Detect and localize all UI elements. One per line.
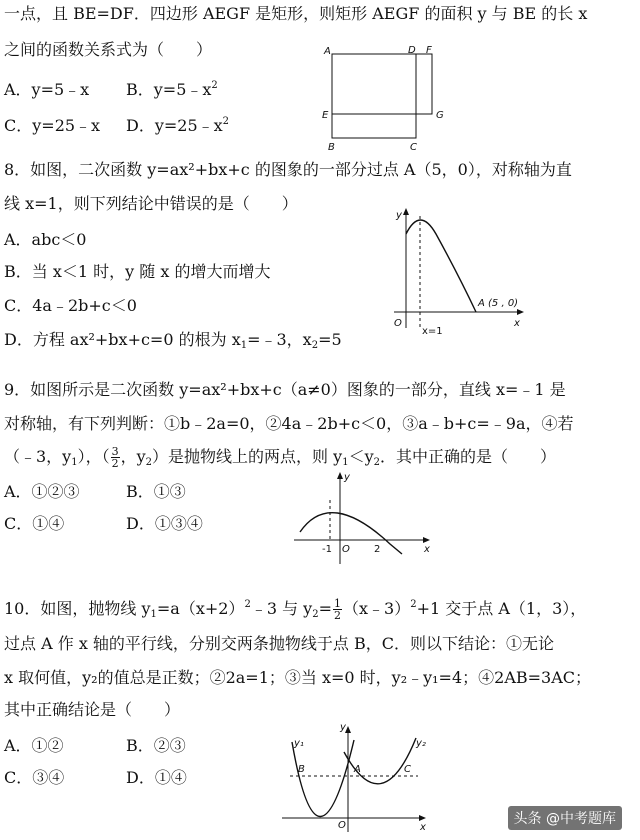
q10-option-d: D．①④ bbox=[126, 768, 187, 787]
q7-label-b: B bbox=[328, 142, 335, 153]
q7-option-c: C．y=25﹣x bbox=[4, 116, 101, 135]
q10-point-b-label: B bbox=[298, 764, 305, 775]
q10-y2-label: y₂ bbox=[416, 738, 426, 749]
q7-line-2: 之间的函数关系式为（ ） bbox=[4, 40, 213, 59]
q9-line-1: 9．如图所示是二次函数 y=ax²+bx+c（a≠0）图象的一部分，直线 x=﹣1 是 bbox=[4, 380, 566, 399]
q9-axis-x-label: x bbox=[424, 544, 430, 555]
q8-origin-label: O bbox=[394, 318, 402, 329]
q8-option-d: D．方程 ax²+bx+c=0 的根为 $x_1=﹣3$，$x_2=5$ bbox=[4, 330, 342, 351]
q10-option-c: C．③④ bbox=[4, 768, 65, 787]
q7-label-c: C bbox=[410, 142, 417, 153]
q9-fraction: $\frac{3}{2}$ bbox=[111, 445, 119, 470]
q8-point-a-label: A (5 , 0) bbox=[478, 298, 519, 309]
q10-axis-y-label: y bbox=[340, 722, 346, 733]
watermark: 头条 @中考题库 bbox=[508, 806, 622, 830]
q7-option-b: B．$y=5﹣x^2$ bbox=[126, 80, 218, 99]
q10-option-a: A．①② bbox=[4, 736, 64, 755]
q10-line-1: 10．如图，抛物线 $y_1=a(x+2)^2﹣3$ 与 $y_2=$ $\frac{1}{2}$ （x﹣3）$^2$+1 交于点 A（1，3）， bbox=[4, 597, 587, 622]
q8-axis-y-label: y bbox=[396, 210, 402, 221]
q9-two-label: 2 bbox=[374, 544, 381, 555]
q7-label-e: E bbox=[322, 110, 329, 121]
q10-point-a-label: A bbox=[354, 764, 361, 775]
q8-line-2: 线 x=1，则下列结论中错误的是（ ） bbox=[4, 194, 298, 213]
q9-option-d: D．①③④ bbox=[126, 514, 203, 533]
q8-line-1: 8．如图，二次函数 y=ax²+bx+c 的图象的一部分过点 A（5，0），对称轴为直 bbox=[4, 160, 572, 179]
q9-axis-y-label: y bbox=[344, 472, 350, 483]
q7-label-g: G bbox=[436, 110, 444, 121]
q9-option-c: C．①④ bbox=[4, 514, 65, 533]
q9-origin-label: O bbox=[342, 544, 350, 555]
q7-label-a: A bbox=[324, 46, 331, 57]
q7-label-d: D bbox=[408, 45, 416, 56]
q10-point-c-label: C bbox=[404, 764, 411, 775]
q7-option-d: D．$y=25﹣x^2$ bbox=[126, 116, 230, 135]
q9-line-3: （﹣3，$y_1$），（ $\frac{3}{2}$ ，$y_2$）是抛物线上的两点，则 $y_1<y_2$．其中正确的是（ ） bbox=[4, 445, 556, 470]
q10-y1-label: y₁ bbox=[294, 738, 304, 749]
q7-label-f: F bbox=[426, 45, 432, 56]
q10-fraction: $\frac{1}{2}$ bbox=[334, 597, 341, 622]
q8-axis-x-label: x bbox=[514, 318, 520, 329]
q10-line-2: 过点 A 作 x 轴的平行线，分别交两条抛物线于点 B，C．则以下结论：①无论 bbox=[4, 634, 555, 653]
q8-option-b: B．当 x＜1 时，y 随 x 的增大而增大 bbox=[4, 262, 271, 281]
q10-line-3: x 取何值，y₂的值总是正数；②2a=1；③当 x=0 时，y₂﹣y₁=4；④2AB=3AC； bbox=[4, 668, 592, 687]
q8-parabola-figure bbox=[380, 204, 530, 344]
q10-axis-x-label: x bbox=[420, 822, 426, 833]
q9-option-a: A．①②③ bbox=[4, 482, 80, 501]
q7-line-1: 一点，且 BE=DF．四边形 AEGF 是矩形，则矩形 AEGF 的面积 y 与 BE 的长 x bbox=[4, 4, 588, 23]
q10-line-4: 其中正确结论是（ ） bbox=[4, 700, 181, 719]
q10-two-parabolas-figure bbox=[278, 722, 438, 834]
q9-line-2: 对称轴，有下列判断：①b﹣2a=0，②4a﹣2b+c＜0，③a﹣b+c=﹣9a，④若 bbox=[4, 414, 574, 433]
q9-parabola-figure bbox=[290, 470, 440, 570]
q8-option-a: A．abc＜0 bbox=[4, 230, 87, 249]
q10-option-b: B．②③ bbox=[126, 736, 186, 755]
q7-option-a: A．y=5﹣x bbox=[4, 80, 90, 99]
q7-rectangle-figure bbox=[320, 44, 450, 154]
q8-symmetry-label: x=1 bbox=[422, 326, 443, 337]
q9-option-b: B．①③ bbox=[126, 482, 186, 501]
q9-neg1-label: -1 bbox=[322, 544, 332, 555]
q8-option-c: C．4a﹣2b+c＜0 bbox=[4, 296, 137, 315]
q10-origin-label: O bbox=[338, 820, 346, 831]
